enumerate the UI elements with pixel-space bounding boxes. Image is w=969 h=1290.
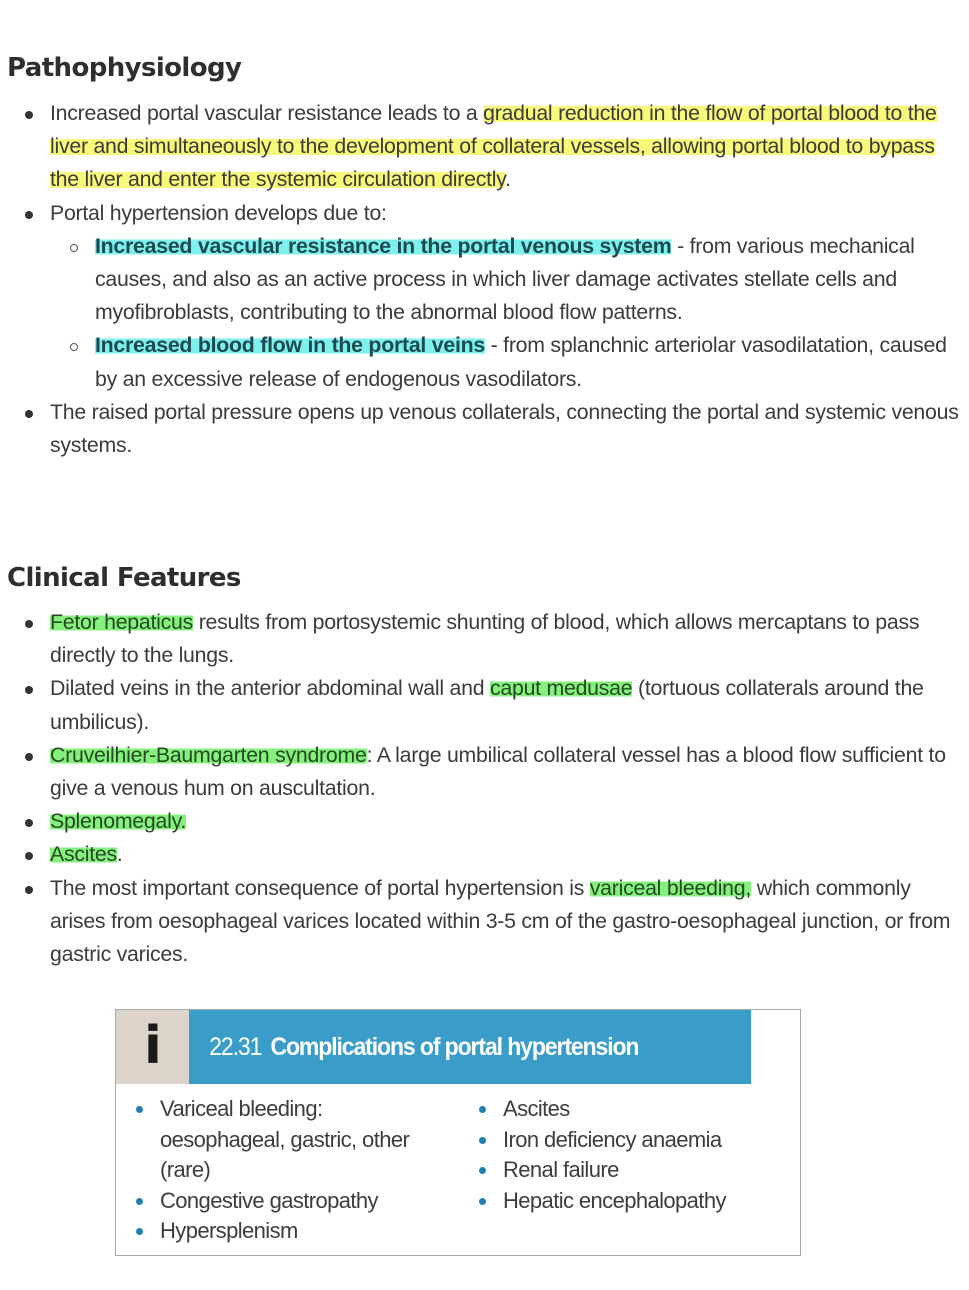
- list-item: Iron deficiency anaemia: [459, 1125, 789, 1156]
- list-item: Congestive gastropathy: [116, 1186, 446, 1217]
- list-item: [0, 838, 960, 871]
- heading-pathophysiology: Pathophysiology: [7, 53, 242, 83]
- list-item: Hypersplenism: [116, 1216, 446, 1247]
- text: which commonly arises from oesophageal varices located within 3-5 cm of the gastro-oesophageal junction, or from gastric varices.: [50, 875, 951, 967]
- list-item: Variceal bleeding: oesophageal, gastric, other (rare): [116, 1094, 446, 1186]
- list-item: [0, 606, 960, 672]
- list-item: [0, 805, 960, 838]
- info-icon-glyph: i: [144, 1016, 162, 1076]
- sub-list-item: [50, 230, 960, 330]
- info-icon: [116, 1010, 189, 1084]
- highlight-cyan: Increased blood flow in the portal veins: [95, 333, 485, 358]
- text: Dilated veins in the anterior abdominal wall and: [50, 676, 490, 701]
- info-box-header: [116, 1010, 800, 1084]
- sub-list-item: [50, 329, 960, 395]
- text: (tortuous collaterals around the umbilicus).: [50, 676, 924, 734]
- text: The raised portal pressure opens up venous collaterals, connecting the portal and systemic venous systems.: [50, 399, 959, 458]
- list-item: Hepatic encephalopathy: [459, 1186, 789, 1217]
- box-number: 22.31: [209, 1033, 262, 1061]
- highlight-cyan: Increased vascular resistance in the portal venous system: [95, 233, 672, 258]
- highlight-green: caput medusae: [489, 676, 633, 701]
- list-item: [0, 739, 960, 805]
- info-box-title: [189, 1010, 751, 1084]
- info-box-left-list: [116, 1094, 446, 1247]
- list-item: [0, 97, 960, 197]
- text: .: [116, 842, 123, 867]
- list-item: [0, 872, 960, 972]
- clinical-features-list: [0, 606, 960, 971]
- info-box: [115, 1009, 801, 1256]
- list-item: [0, 396, 960, 462]
- text: Portal hypertension develops due to:: [50, 200, 387, 225]
- text: .: [505, 167, 511, 192]
- highlight-green: Fetor hepaticus: [50, 610, 194, 634]
- text: results from portosystemic shunting of blood, which allows mercaptans to pass directly to the lungs.: [50, 610, 920, 668]
- sub-list: [50, 230, 960, 396]
- info-box-right-list: [459, 1094, 789, 1216]
- highlight-green: Splenomegaly.: [50, 809, 187, 834]
- list-item: Ascites: [459, 1094, 789, 1125]
- text: The most important consequence of portal hypertension is: [50, 875, 590, 900]
- highlight-green: Ascites: [50, 842, 117, 867]
- text: : A large umbilical collateral vessel has a blood flow sufficient to give a venous hum on auscultation.: [50, 742, 946, 801]
- list-item: [0, 672, 960, 738]
- text: - from various mechanical causes, and also as an active process in which liver damage activates stellate cells and myofibroblasts, contributing to the abnormal blood flow patterns.: [95, 233, 915, 325]
- heading-clinical-features: Clinical Features: [7, 563, 241, 593]
- text: - from splanchnic arteriolar vasodilatation, caused by an excessive release of endogenous vasodilators.: [95, 333, 947, 391]
- highlight-green: Cruveilhier-Baumgarten syndrome: [50, 742, 367, 767]
- pathophysiology-list: [0, 97, 960, 462]
- highlight-green: variceal bleeding,: [589, 875, 752, 900]
- text: Increased portal vascular resistance leads to a: [50, 101, 484, 125]
- highlight-yellow: gradual reduction in the flow of portal blood to the liver and simultaneously to the development of collateral vessels, allowing portal blood to bypass the liver and enter the systemic circulation directly: [50, 101, 937, 192]
- list-item: [0, 197, 960, 396]
- box-title-text: Complications of portal hypertension: [270, 1033, 639, 1061]
- list-item: Renal failure: [459, 1155, 789, 1186]
